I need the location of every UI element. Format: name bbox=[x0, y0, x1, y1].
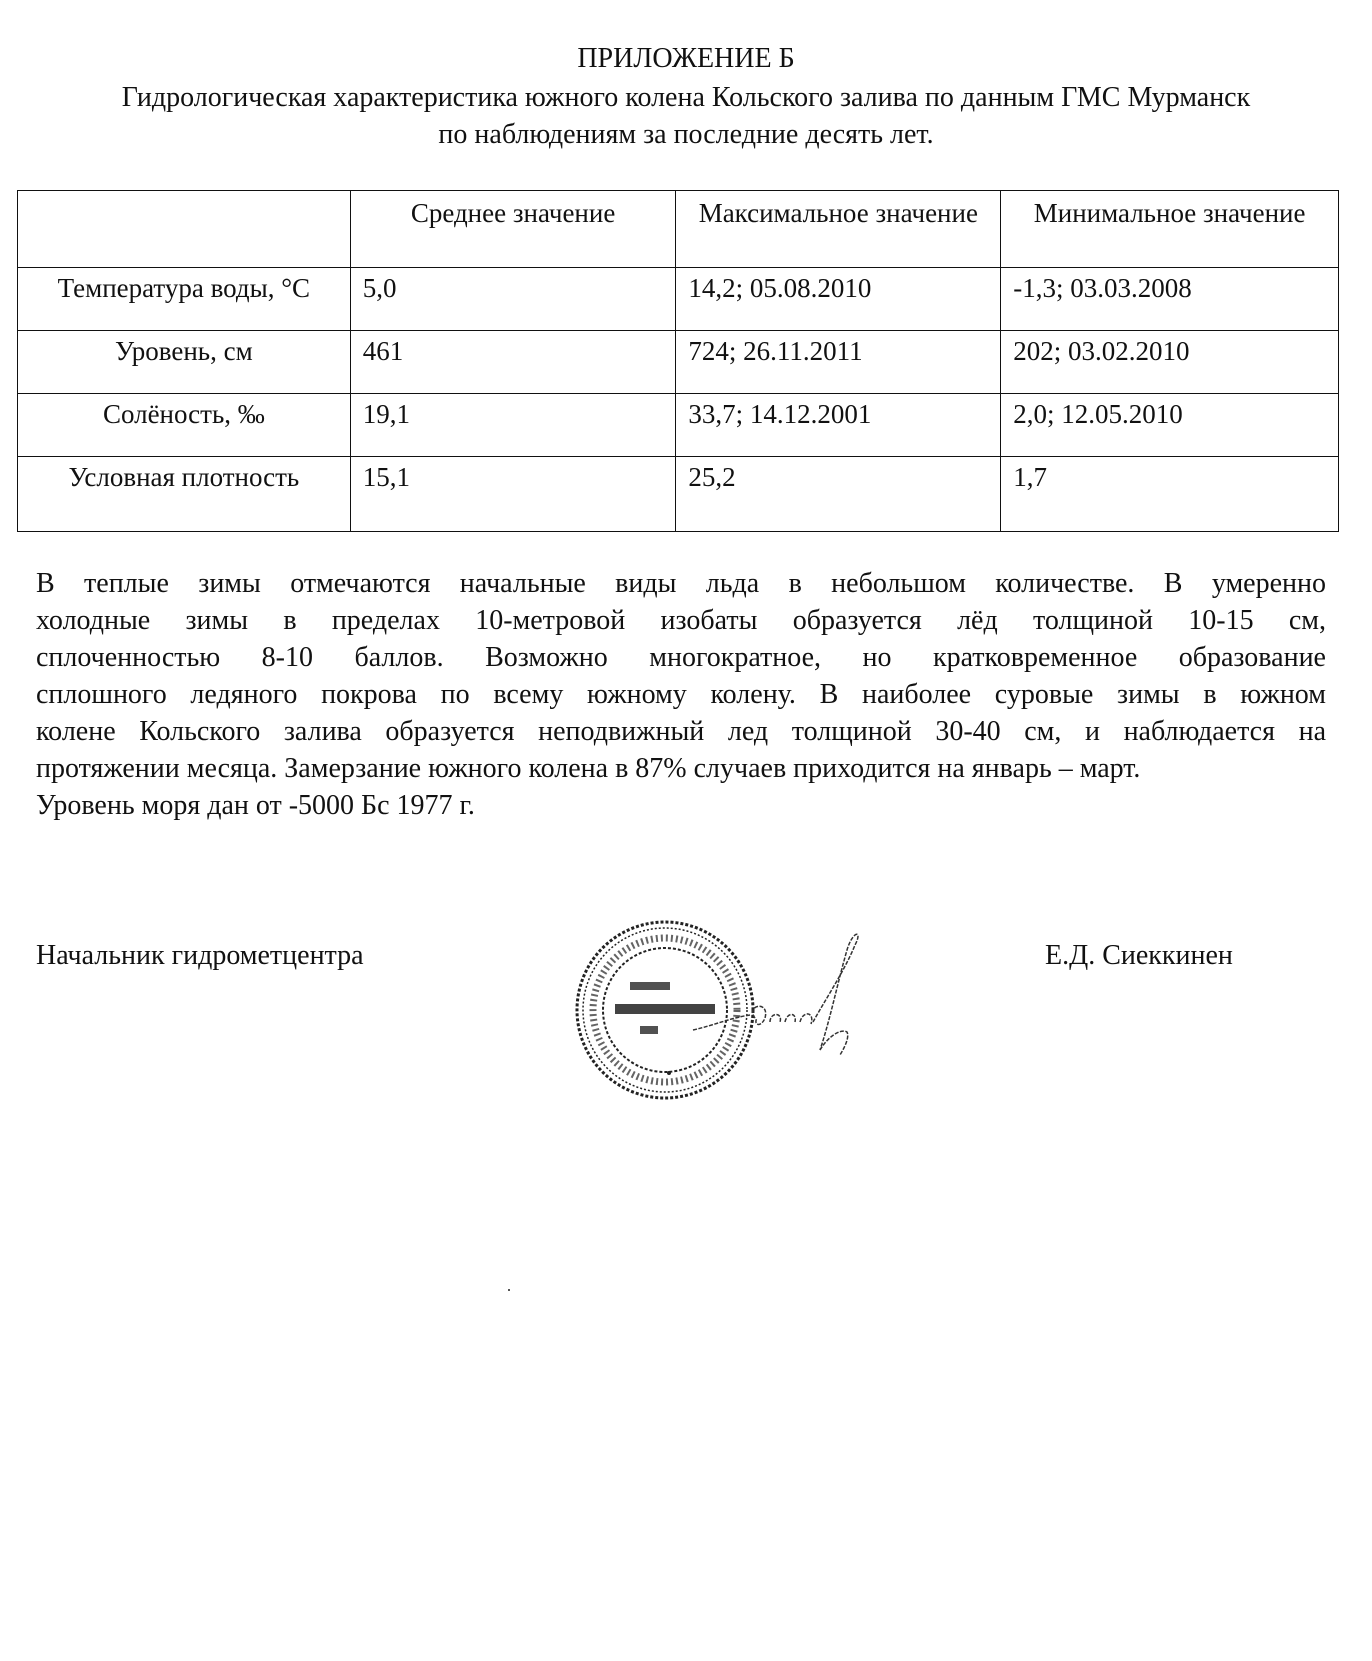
appendix-label: ПРИЛОЖЕНИЕ Б bbox=[577, 43, 795, 74]
cell-mean: 5,0 bbox=[350, 268, 676, 331]
table-row bbox=[18, 457, 1339, 532]
ice-conditions-paragraph bbox=[36, 565, 1326, 824]
paragraph-line: протяжении месяца. Замерзание южного колена в 87% случаев приходится на январь – март. bbox=[36, 753, 1141, 784]
column-header-max: Максимальное значение bbox=[676, 191, 1001, 268]
paragraph-line: сплошного ледяного покрова по всему южному колену. В наиболее суровые зимы в южном bbox=[36, 679, 1326, 710]
cell-mean: 15,1 bbox=[350, 457, 676, 532]
cell-min: 1,7 bbox=[1001, 457, 1339, 532]
official-seal-icon bbox=[577, 922, 753, 1098]
cell-max: 724; 26.11.2011 bbox=[676, 331, 1001, 394]
signatory-name: Е.Д. Сиеккинен bbox=[1045, 940, 1233, 971]
signatory-position: Начальник гидрометцентра bbox=[36, 940, 364, 971]
stamp-and-signature bbox=[565, 900, 905, 1100]
scan-speck bbox=[508, 1289, 510, 1291]
paragraph-line: колене Кольского залива образуется неподвижный лед толщиной 30-40 см, и наблюдается на bbox=[36, 716, 1326, 747]
column-header-mean: Среднее значение bbox=[350, 191, 676, 268]
cell-max: 14,2; 05.08.2010 bbox=[676, 268, 1001, 331]
hydrology-table bbox=[17, 190, 1339, 532]
paragraph-line: холодные зимы в пределах 10-метровой изобаты образуется лёд толщиной 10-15 см, bbox=[36, 605, 1326, 636]
row-label: Уровень, см bbox=[18, 331, 351, 394]
handwritten-signature-icon bbox=[693, 934, 858, 1055]
row-label: Температура воды, °С bbox=[18, 268, 351, 331]
cell-min: 2,0; 12.05.2010 bbox=[1001, 394, 1339, 457]
paragraph-line: Уровень моря дан от -5000 Бс 1977 г. bbox=[36, 790, 475, 821]
cell-max: 25,2 bbox=[676, 457, 1001, 532]
cell-min: -1,3; 03.03.2008 bbox=[1001, 268, 1339, 331]
table-row bbox=[18, 331, 1339, 394]
row-label: Условная плотность bbox=[18, 457, 351, 532]
cell-mean: 19,1 bbox=[350, 394, 676, 457]
table-row bbox=[18, 394, 1339, 457]
column-header-empty bbox=[18, 191, 351, 268]
table-header-row bbox=[18, 191, 1339, 268]
document-title: Гидрологическая характеристика южного колена Кольского залива по данным ГМС Мурманск bbox=[121, 82, 1251, 113]
cell-min: 202; 03.02.2010 bbox=[1001, 331, 1339, 394]
paragraph-line: В теплые зимы отмечаются начальные виды льда в небольшом количестве. В умеренно bbox=[36, 568, 1326, 599]
row-label: Солёность, ‰ bbox=[18, 394, 351, 457]
document-subtitle: по наблюдениям за последние десять лет. bbox=[438, 119, 934, 150]
column-header-min: Минимальное значение bbox=[1001, 191, 1339, 268]
paragraph-line: сплоченностью 8-10 баллов. Возможно многократное, но кратковременное образование bbox=[36, 642, 1326, 673]
table-row bbox=[18, 268, 1339, 331]
cell-max: 33,7; 14.12.2001 bbox=[676, 394, 1001, 457]
cell-mean: 461 bbox=[350, 331, 676, 394]
